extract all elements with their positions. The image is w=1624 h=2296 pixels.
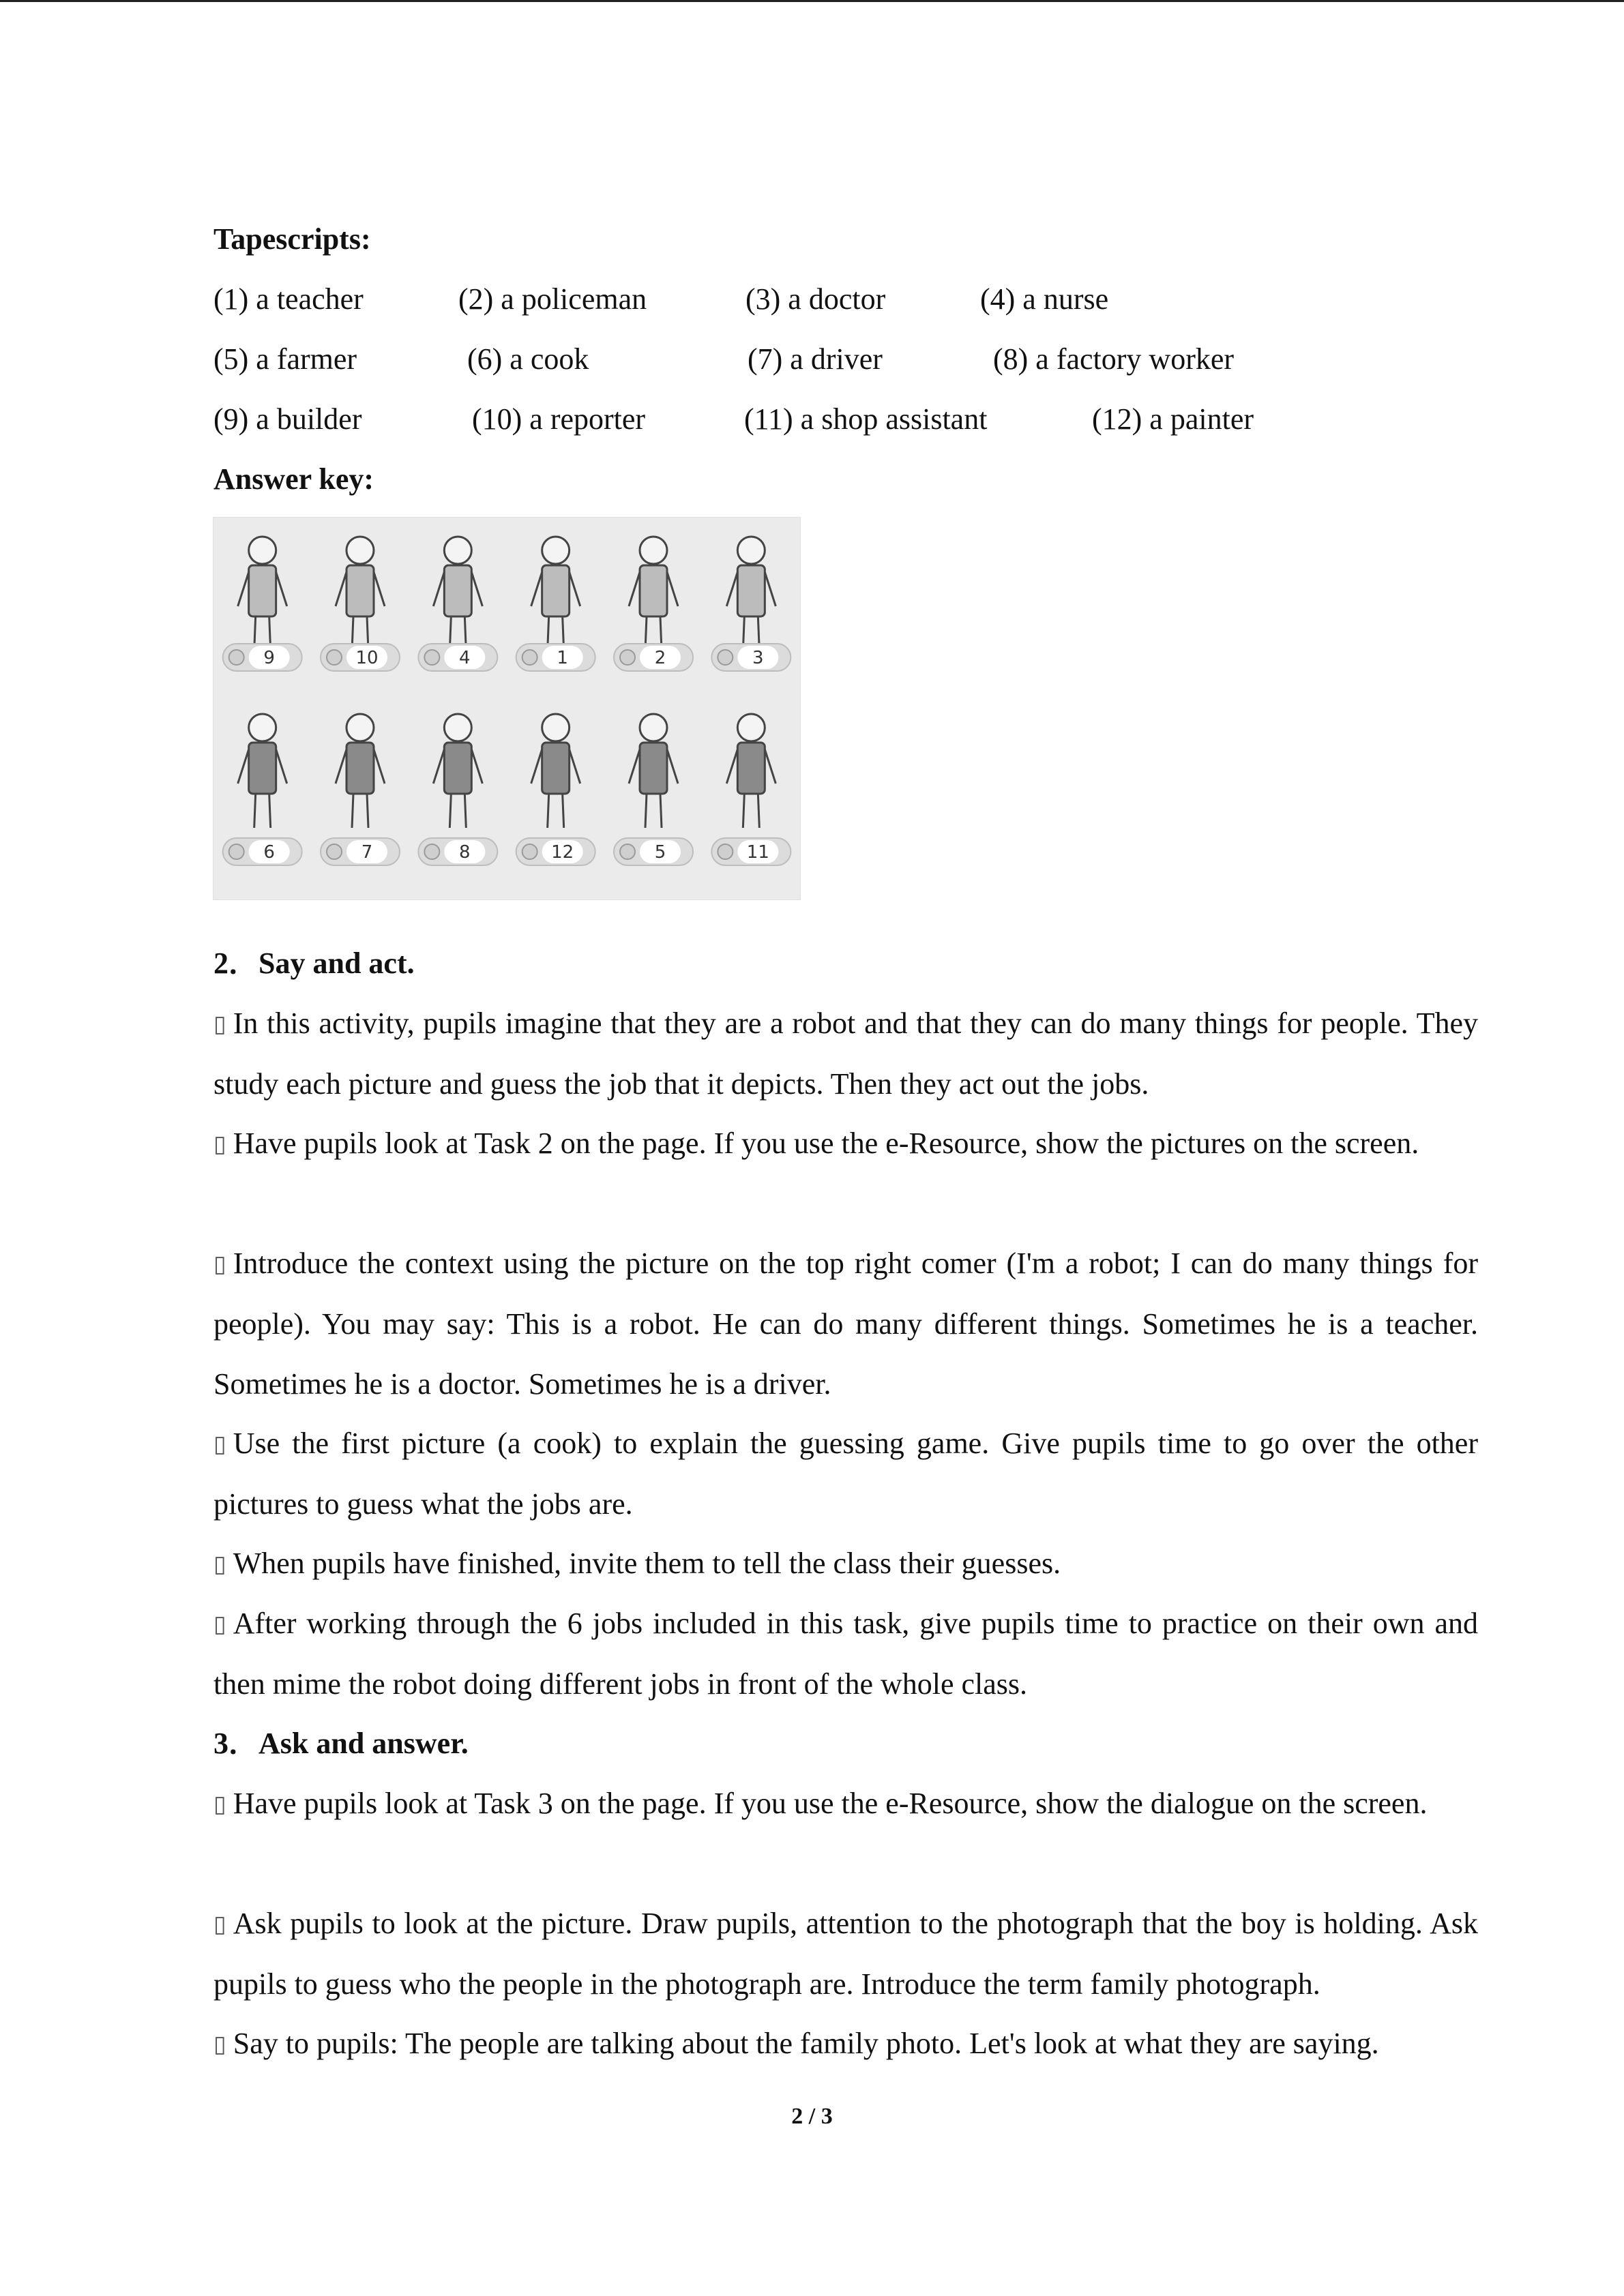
paragraph-text: Use the first picture (a cook) to explain the guessing game. Give pupils time to go over the other pictures to guess what the jobs are. — [213, 1427, 1478, 1521]
bullet-icon: ▯ — [213, 1131, 226, 1158]
answer-number: 5 — [654, 842, 666, 863]
section-2-paragraph — [148, 994, 1478, 1114]
bullet-icon: ▯ — [213, 1911, 226, 1938]
job-figure — [629, 714, 678, 828]
answer-number: 1 — [557, 648, 568, 668]
section-3-heading: 3．Ask and answer. — [213, 1727, 469, 1760]
paragraph-text: Have pupils look at Task 3 on the page. If you use the e-Resource, show the dialogue on the screen. — [233, 1787, 1428, 1820]
section-2-paragraph — [148, 1414, 1478, 1534]
tag-icon — [620, 650, 635, 665]
answer-tag — [418, 838, 497, 865]
tag-icon — [229, 650, 244, 665]
bullet-icon: ▯ — [213, 2031, 226, 2058]
job-figure — [726, 714, 776, 828]
job-figure — [531, 537, 580, 651]
tag-icon — [718, 844, 733, 859]
answer-number: 12 — [551, 842, 574, 863]
tag-icon — [424, 650, 439, 665]
top-border — [0, 0, 1624, 2]
tag-icon — [327, 844, 342, 859]
section-3-paragraph — [148, 2014, 1478, 2074]
answer-tag — [418, 644, 497, 671]
tapescript-item: (5) a farmer — [213, 342, 357, 376]
answer-tag — [614, 644, 693, 671]
section-2-paragraph — [148, 1594, 1478, 1714]
answer-key-heading: Answer key: — [213, 462, 374, 496]
tapescript-item: (8) a factory worker — [993, 342, 1235, 376]
job-figure — [433, 714, 482, 828]
answer-tag — [321, 644, 400, 671]
section-2-paragraph — [148, 1114, 1478, 1174]
page-number: 2 / 3 — [791, 2104, 833, 2129]
answer-number: 4 — [459, 648, 471, 668]
job-figure — [531, 714, 580, 828]
paragraph-text: In this activity, pupils imagine that they are a robot and that they can do many things for people. They study each picture and guess the job that it depicts. Then they act out the jobs. — [213, 1007, 1478, 1101]
section-2-heading: 2．Say and act. — [213, 946, 415, 980]
paragraph-text: When pupils have finished, invite them to tell the class their guesses. — [233, 1547, 1061, 1580]
answer-number: 9 — [263, 648, 275, 668]
bullet-icon: ▯ — [213, 1791, 226, 1818]
answer-key-illustration — [213, 517, 801, 900]
job-figure — [336, 537, 385, 651]
answer-number: 10 — [355, 648, 379, 668]
answer-tag — [711, 838, 791, 865]
job-figure — [238, 714, 287, 828]
paragraph-text: Have pupils look at Task 2 on the page. If you use the e-Resource, show the pictures on the screen. — [233, 1127, 1419, 1160]
answer-tag — [516, 644, 595, 671]
answer-number: 8 — [459, 842, 471, 863]
paragraph-text: After working through the 6 jobs included in this task, give pupils time to practice on their own and then mime the robot doing different jobs in front of the whole class. — [213, 1607, 1478, 1701]
tapescript-item: (10) a reporter — [472, 402, 646, 436]
job-figure — [433, 537, 482, 651]
tapescripts-heading: Tapescripts: — [213, 222, 371, 256]
tag-icon — [522, 650, 537, 665]
section-3-paragraph — [148, 1774, 1478, 1834]
answer-number: 2 — [654, 648, 666, 668]
job-figure — [726, 537, 776, 651]
answer-number: 6 — [263, 842, 275, 863]
tapescript-item: (4) a nurse — [980, 282, 1109, 316]
bullet-icon: ▯ — [213, 1611, 226, 1638]
tag-icon — [718, 650, 733, 665]
job-figure — [629, 537, 678, 651]
tapescript-item: (9) a builder — [213, 402, 362, 436]
tapescript-item: (1) a teacher — [213, 282, 364, 316]
section-2-paragraph — [148, 1534, 1478, 1594]
tapescript-item: (12) a painter — [1092, 402, 1254, 436]
tapescript-item: (3) a doctor — [745, 282, 886, 316]
bullet-icon: ▯ — [213, 1251, 226, 1278]
answer-number: 3 — [752, 648, 764, 668]
section-2-paragraph — [148, 1234, 1478, 1414]
tag-icon — [327, 650, 342, 665]
tapescript-item: (7) a driver — [748, 342, 883, 376]
bullet-icon: ▯ — [213, 1431, 226, 1458]
tapescript-item: (2) a policeman — [458, 282, 647, 316]
tag-icon — [522, 844, 537, 859]
paragraph-text: Introduce the context using the picture on the top right comer (I'm a robot; I can do many things for people). You may say: This is a robot. He can do many different things. Sometimes he is a teacher. Sometimes he is a doctor. Sometimes he is a driver. — [213, 1247, 1478, 1401]
job-figure — [336, 714, 385, 828]
answer-number: 11 — [746, 842, 769, 863]
bullet-icon: ▯ — [213, 1551, 226, 1578]
tag-icon — [229, 844, 244, 859]
tag-icon — [424, 844, 439, 859]
bullet-icon: ▯ — [213, 1011, 226, 1038]
paragraph-text: Ask pupils to look at the picture. Draw pupils, attention to the photograph that the boy is holding. Ask pupils to guess who the people in the photograph are. Introduce the term family photograph. — [213, 1907, 1478, 2001]
tapescript-item: (6) a cook — [467, 342, 589, 376]
tapescript-item: (11) a shop assistant — [744, 402, 988, 436]
answer-tag — [223, 644, 302, 671]
tag-icon — [620, 844, 635, 859]
answer-number: 7 — [361, 842, 373, 863]
answer-tag — [321, 838, 400, 865]
answer-tag — [516, 838, 595, 865]
job-figure — [238, 537, 287, 651]
answer-tag — [223, 838, 302, 865]
paragraph-text: Say to pupils: The people are talking about the family photo. Let's look at what they are saying. — [233, 2027, 1379, 2060]
section-3-paragraph — [148, 1894, 1478, 2014]
answer-tag — [614, 838, 693, 865]
answer-tag — [711, 644, 791, 671]
